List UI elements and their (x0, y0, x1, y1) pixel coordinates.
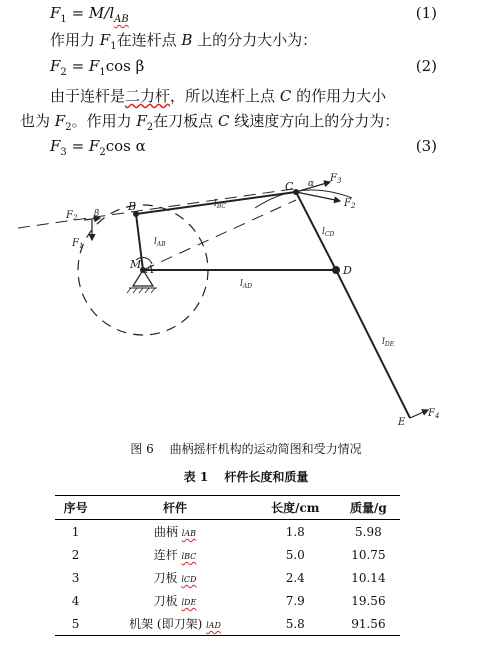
eq-number-3: (3) (415, 137, 437, 155)
eq-number-2: (2) (415, 57, 437, 75)
parts-table (55, 495, 400, 636)
extended-line-bc (18, 188, 300, 228)
paragraph-line-2: 也为 $F_2$。作用力 $F_2$在刀板点 C 线速度方向上的分力为： (20, 112, 400, 133)
mechanism-diagram (0, 168, 492, 438)
equation-1: $F_1 = M/l_{AB}$ (1) (50, 4, 437, 25)
table-row: 4 刀板 lDE 7.9 19.56 (71, 593, 386, 608)
force-f2-right-arrow (296, 192, 340, 201)
svg-text:lDE: $l_{DE}$ (382, 337, 395, 348)
label-m: M (130, 258, 142, 271)
table-header-row (55, 496, 400, 520)
label-a: A (146, 263, 154, 276)
force-f4-arrow (410, 410, 428, 418)
header-part: 杆件 (162, 501, 187, 515)
table-row: 1 曲柄 lAB 1.8 5.98 (71, 524, 382, 539)
table-title: 表 1 杆件长度和质量 (183, 470, 309, 484)
svg-text:lAD: $l_{AD}$ (240, 279, 253, 290)
joint-c (294, 190, 299, 195)
svg-text:lAB: $l_{AB}$ (154, 237, 166, 248)
link-de (336, 270, 410, 418)
header-mass: 质量/g (350, 501, 387, 515)
label-e: E (398, 417, 406, 428)
figure-caption: 图 6 曲柄摇杆机构的运动简图和受力情况 (130, 442, 362, 456)
table-row: 2 连杆 lBC 5.0 10.75 (71, 547, 386, 562)
joint-d (333, 267, 340, 274)
header-length: 长度/cm (271, 501, 320, 515)
svg-text:F2: $F_2$ (66, 210, 78, 222)
label-b: B (128, 200, 137, 213)
eq-number-1: (1) (415, 4, 437, 22)
svg-text:F2: $F_2$ (344, 198, 356, 210)
header-no: 序号 (63, 501, 88, 515)
svg-text:F3: $F_3$ (330, 173, 342, 185)
equation-3: $F_3 = F_2\cos$ α (3) (50, 137, 437, 158)
label-alpha: α (308, 179, 315, 189)
table-row: 3 刀板 lCD 2.4 10.14 (71, 570, 386, 585)
svg-text:F1: $F_1$ (72, 238, 84, 250)
text-line-2: 作用力 $F_1$在连杆点 B 上的分力大小为： (50, 31, 318, 52)
label-c: C (285, 180, 294, 193)
table-row: 5 机架 (即刀架) lAD 5.8 91.56 (55, 612, 400, 636)
equation-2: $F_2 = F_1\cos$ β (2) (50, 57, 437, 78)
svg-text:lBC: $l_{BC}$ (214, 199, 227, 210)
label-d: D (343, 264, 352, 277)
svg-text:lCD: $l_{CD}$ (322, 227, 335, 238)
svg-text:F4: $F_4$ (428, 408, 440, 420)
label-beta: β (94, 209, 100, 219)
paragraph-line-1: 由于连杆是二力杆，所以连杆上点 C 的作用力大小 (50, 87, 387, 105)
